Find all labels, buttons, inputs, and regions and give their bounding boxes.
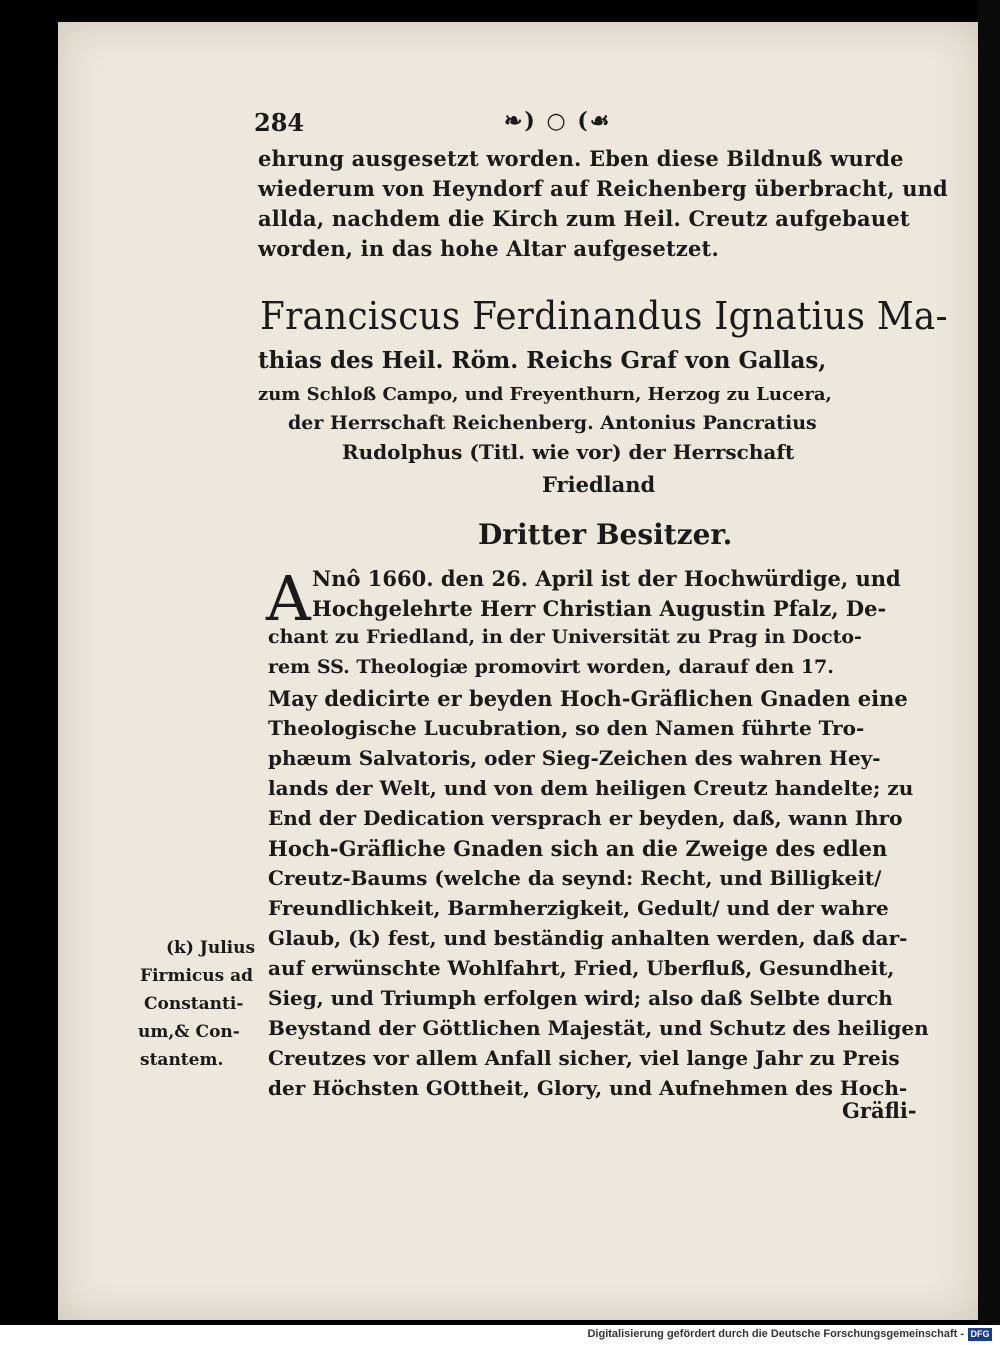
title-line: Rudolphus (Titl. wie vor) der Herrschaft xyxy=(342,440,795,464)
text-line: phæum Salvatoris, oder Sieg-Zeichen des wahren Hey- xyxy=(268,746,881,770)
text-line: Freundlichkeit, Barmherzigkeit, Gedult/ und der wahre xyxy=(268,896,889,920)
text-line: der Höchsten GOttheit, Glory, und Aufnehmen des Hoch- xyxy=(268,1076,908,1100)
text-line: Nnô 1660. den 26. April ist der Hochwürdige, und xyxy=(312,566,901,591)
side-note-line: Constanti- xyxy=(144,994,244,1014)
text-line: Sieg, und Triumph erfolgen wird; also daß Selbte durch xyxy=(268,986,893,1010)
dfg-logo: DFG xyxy=(968,1328,992,1341)
title-line: Friedland xyxy=(542,472,656,497)
title-line: zum Schloß Campo, und Freyenthurn, Herzog zu Lucera, xyxy=(258,384,832,405)
text-line: ehrung ausgesetzt worden. Eben diese Bildnuß wurde xyxy=(258,146,904,171)
text-line: May dedicirte er beyden Hoch-Gräflichen Gnaden eine xyxy=(268,686,908,711)
text-line: Creutz-Baums (welche da seynd: Recht, und Billigkeit/ xyxy=(268,866,882,890)
title-line: der Herrschaft Reichenberg. Antonius Pancratius xyxy=(288,412,817,434)
text-line: lands der Welt, und von dem heiligen Creutz handelte; zu xyxy=(268,776,914,800)
scan-border xyxy=(978,0,1000,1325)
title-line: thias des Heil. Röm. Reichs Graf von Gallas, xyxy=(258,347,827,374)
section-heading: Dritter Besitzer. xyxy=(478,518,733,551)
catchword: Gräfli- xyxy=(842,1098,917,1123)
page-header xyxy=(254,108,684,142)
side-note-line: um,& Con- xyxy=(138,1022,240,1042)
text-line: worden, in das hohe Altar aufgesetzet. xyxy=(258,236,719,261)
drop-cap: A xyxy=(266,562,311,635)
side-note-line: stantem. xyxy=(140,1050,224,1070)
text-line: auf erwünschte Wohlfahrt, Fried, Uberfluß, Gesundheit, xyxy=(268,956,895,980)
footer-credit: Digitalisierung gefördert durch die Deutsche Forschungsgemeinschaft - xyxy=(587,1328,964,1340)
text-line: Beystand der Göttlichen Majestät, und Schutz des heiligen xyxy=(268,1016,929,1040)
side-note-line: (k) Julius xyxy=(166,938,256,958)
text-line: chant zu Friedland, in der Universität zu Prag in Docto- xyxy=(268,626,862,648)
text-line: rem SS. Theologiæ promovirt worden, darauf den 17. xyxy=(268,656,834,678)
text-line: wiederum von Heyndorf auf Reichenberg überbracht, und xyxy=(258,176,948,201)
text-line: Creutzes vor allem Anfall sicher, viel lange Jahr zu Preis xyxy=(268,1046,900,1070)
text-line: Glaub, (k) fest, und beständig anhalten werden, daß dar- xyxy=(268,926,908,950)
header-ornament: ❧) ○ (☙ xyxy=(504,108,612,134)
text-line: End der Dedication versprach er beyden, daß, wann Ihro xyxy=(268,806,903,830)
side-note-line: Firmicus ad xyxy=(140,966,254,986)
text-line: Hochgelehrte Herr Christian Augustin Pfalz, De- xyxy=(312,596,887,621)
text-line: Theologische Lucubration, so den Namen führte Tro- xyxy=(268,716,865,740)
page-number: 284 xyxy=(254,108,305,137)
text-line: allda, nachdem die Kirch zum Heil. Creutz aufgebauet xyxy=(258,206,910,231)
footer-bar xyxy=(0,1325,1000,1345)
title-line: Franciscus Ferdinandus Ignatius Ma- xyxy=(260,294,948,338)
text-line: Hoch-Gräfliche Gnaden sich an die Zweige des edlen xyxy=(268,836,888,861)
